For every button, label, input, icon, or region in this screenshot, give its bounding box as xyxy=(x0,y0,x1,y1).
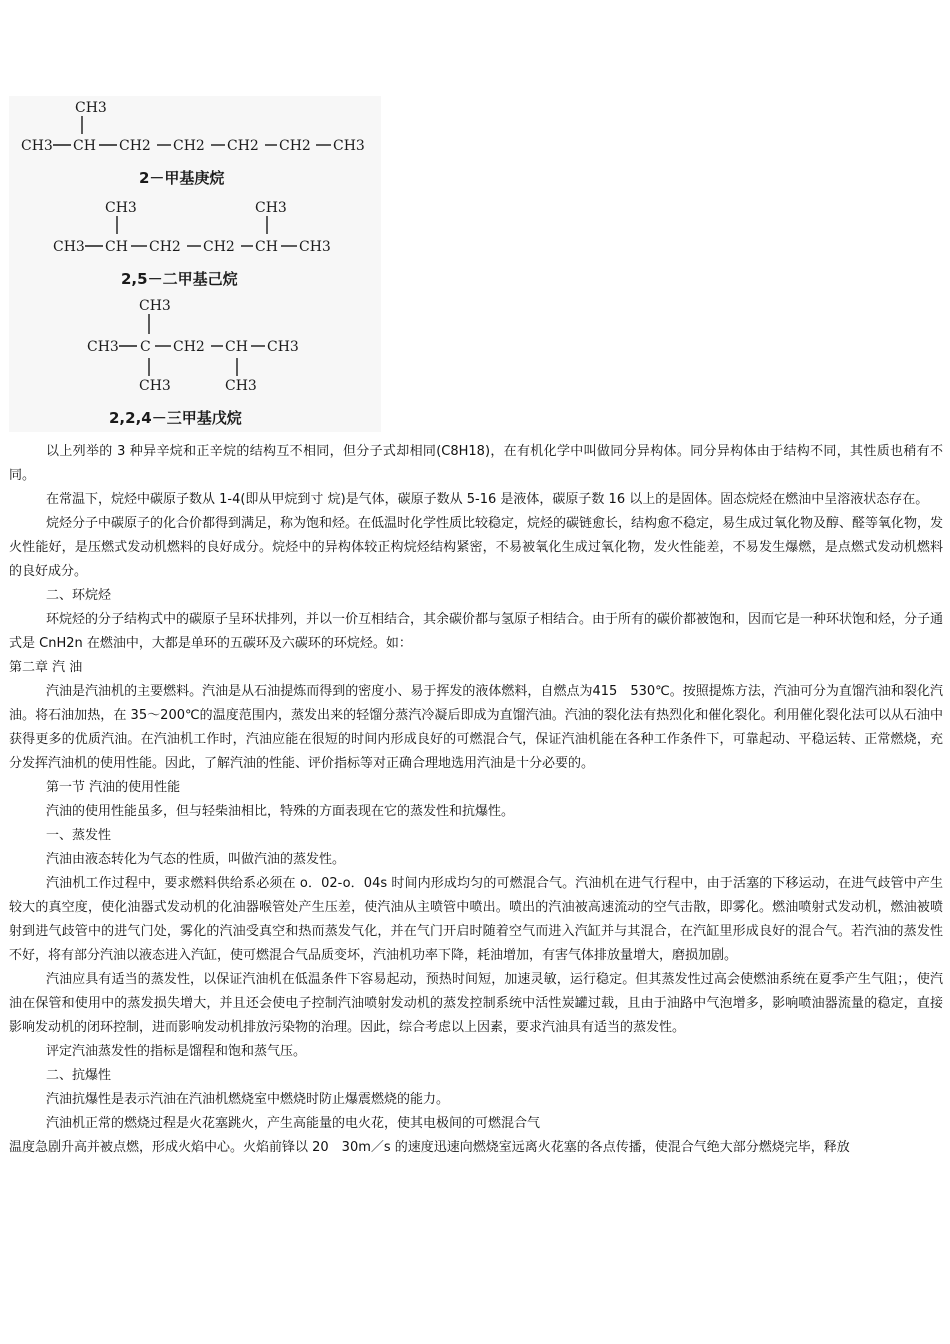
m2-group-5: CH xyxy=(255,239,278,255)
molecule-2-methylheptane xyxy=(21,100,365,187)
paragraph-saturated-hydrocarbon: 烷烃分子中碳原子的化合价都得到满足，称为饱和烃。在低温时化学性质比较稳定，烷烃的碳链愈长，结构愈不稳定，易生成过氧化物及醇、醛等氧化物，发火性能好，是压燃式发动机燃料的良好成分。烷烃中的异构体较正构烷烃结构紧密，不易被氧化生成过氧化物，发火性能差，不易发生爆燃，是点燃式发动机燃料的良好成分。 xyxy=(9,516,944,579)
m2-group-4: CH2 xyxy=(203,239,235,255)
m1-group-3: CH2 xyxy=(119,138,151,154)
m1-top-group: CH3 xyxy=(75,100,107,116)
paragraph-alkane-states: 在常温下，烷烃中碳原子数从 1-4(即从甲烷到寸 烷)是气体，碳原子数从 5-16 是液体，碳原子数 16 以上的是固体。固态烷烃在燃油中呈溶液状态存在。 xyxy=(46,492,929,507)
paragraph-mixture-formation: 汽油机工作过程中，要求燃料供给系必须在 o．02-o．04s 时间内形成均匀的可燃混合气。汽油机在进气行程中，由于活塞的下移运动，在进气歧管中产生较大的真空度，使化油器式发动机的化油器喉管处产生压差，使汽油从主喷管中喷出。喷出的汽油被高速流动的空气击散，即雾化。燃油喷射式发动机，燃油被喷射到进气歧管中的进气门处，雾化的汽油受真空和热而蒸发气化，并在气门开启时随着空气而进入汽缸并与其混合，在汽缸里形成良好的混合气。若汽油的蒸发性不好，将有部分汽油以液态进入汽缸，使可燃混合气品质变坏，汽油机功率下降，耗油增加，有害气体排放量增大，磨损加剧。 xyxy=(9,876,943,963)
m2-group-1: CH3 xyxy=(53,239,85,255)
m1-group-5: CH2 xyxy=(227,138,259,154)
paragraph-gasoline-intro: 汽油是汽油机的主要燃料。汽油是从石油提炼而得到的密度小、易于挥发的液体燃料，自燃点为415 530℃。按照提炼方法，汽油可分为直馏汽油和裂化汽油。将石油加热，在 35～200℃的温度范围内，蒸发出来的轻馏分蒸汽冷凝后即成为直馏汽油。汽油的裂化法有热烈化和催化裂化。利用催化裂化法可以从石油中获得更多的优质汽油。在汽油机工作时，汽油应能在很短的时间内形成良好的可燃混合气，保证汽油机能在各种工作条件下，可靠起动、平稳运转、正常燃烧，充分发挥汽油机的使用性能。因此，了解汽油的性能、评价指标等对正确合理地选用汽油是十分必要的。 xyxy=(9,684,943,771)
paragraph-performance-summary: 汽油的使用性能虽多，但与轻柴油相比，特殊的方面表现在它的蒸发性和抗爆性。 xyxy=(46,804,515,819)
section-heading-performance: 第一节 汽油的使用性能 xyxy=(46,780,181,795)
m2-group-2: CH xyxy=(105,239,128,255)
m3-group-3: CH2 xyxy=(173,339,205,355)
structural-formula-figure xyxy=(9,96,381,432)
molecule-2-5-dimethylhexane xyxy=(53,200,331,288)
paragraph-volatility-definition: 汽油由液态转化为气态的性质，叫做汽油的蒸发性。 xyxy=(46,852,346,867)
m1-group-1: CH3 xyxy=(21,138,53,154)
document-body xyxy=(9,440,943,1160)
m1-group-7: CH3 xyxy=(333,138,365,154)
section-heading-volatility: 一、蒸发性 xyxy=(46,828,112,843)
paragraph-volatility-indicators: 评定汽油蒸发性的指标是馏程和饱和蒸气压。 xyxy=(46,1044,307,1059)
m1-group-4: CH2 xyxy=(173,138,205,154)
m1-caption: 2－甲基庚烷 xyxy=(139,169,225,187)
m3-group-1: CH3 xyxy=(87,339,119,355)
m2-top-group-1: CH3 xyxy=(105,200,137,216)
m3-group-4: CH xyxy=(225,339,248,355)
m3-group-2: C xyxy=(140,339,151,355)
m1-group-2: CH xyxy=(73,138,96,154)
m3-group-5: CH3 xyxy=(267,339,299,355)
m3-bottom-group-1: CH3 xyxy=(139,378,171,394)
m3-top-group: CH3 xyxy=(139,298,171,314)
chapter-heading-gasoline: 第二章 汽 油 xyxy=(9,660,83,675)
paragraph-normal-combustion: 汽油机正常的燃烧过程是火花塞跳火，产生高能量的电火花，使其电极间的可燃混合气 xyxy=(46,1116,541,1131)
paragraph-appropriate-volatility: 汽油应具有适当的蒸发性，以保证汽油机在低温条件下容易起动，预热时间短，加速灵敏，运行稳定。但其蒸发性过高会使燃油系统在夏季产生气阻；，使汽油在保管和使用中的蒸发损失增大，并且还会使电子控制汽油喷射发动机的蒸发控制系统中活性炭罐过载，且由于油路中气泡增多，影响喷油器流量的稳定，直接影响发动机的闭环控制，进而影响发动机排放污染物的治理。因此，综合考虑以上因素，要求汽油具有适当的蒸发性。 xyxy=(9,972,943,1035)
molecule-2-2-4-trimethylpentane xyxy=(87,298,299,427)
m1-group-6: CH2 xyxy=(279,138,311,154)
paragraph-cycloalkane: 环烷烃的分子结构式中的碳原子呈环状排列，并以一价互相结合，其余碳价都与氢原子相结合。由于所有的碳价都被饱和，因而它是一种环状饱和烃，分子通式是 CnH2n 在燃油中，大都是单环的五碳环及六碳环的环烷烃。如： xyxy=(9,612,944,651)
m2-caption: 2,5－二甲基己烷 xyxy=(121,270,238,288)
section-heading-cycloalkane: 二、环烷烃 xyxy=(46,588,112,603)
m3-caption: 2,2,4－三甲基戊烷 xyxy=(109,409,242,427)
m2-group-6: CH3 xyxy=(299,239,331,255)
m3-bottom-group-2: CH3 xyxy=(225,378,257,394)
paragraph-isomers: 以上列举的 3 种异辛烷和正辛烷的结构互不相同，但分子式却相同(C8H18)，在有机化学中叫做同分异构体。同分异构体由于结构不同，其性质也稍有不同。 xyxy=(9,444,943,483)
paragraph-flame-propagation: 温度急剧升高并被点燃，形成火焰中心。火焰前锋以 20 30m／s 的速度迅速向燃烧室远离火花塞的各点传播，使混合气绝大部分燃烧完毕，释放 xyxy=(9,1140,850,1155)
paragraph-antiknock-definition: 汽油抗爆性是表示汽油在汽油机燃烧室中燃烧时防止爆震燃烧的能力。 xyxy=(46,1092,450,1107)
m2-top-group-2: CH3 xyxy=(255,200,287,216)
section-heading-antiknock: 二、抗爆性 xyxy=(46,1068,112,1083)
m2-group-3: CH2 xyxy=(149,239,181,255)
structural-formula-svg xyxy=(9,96,381,432)
